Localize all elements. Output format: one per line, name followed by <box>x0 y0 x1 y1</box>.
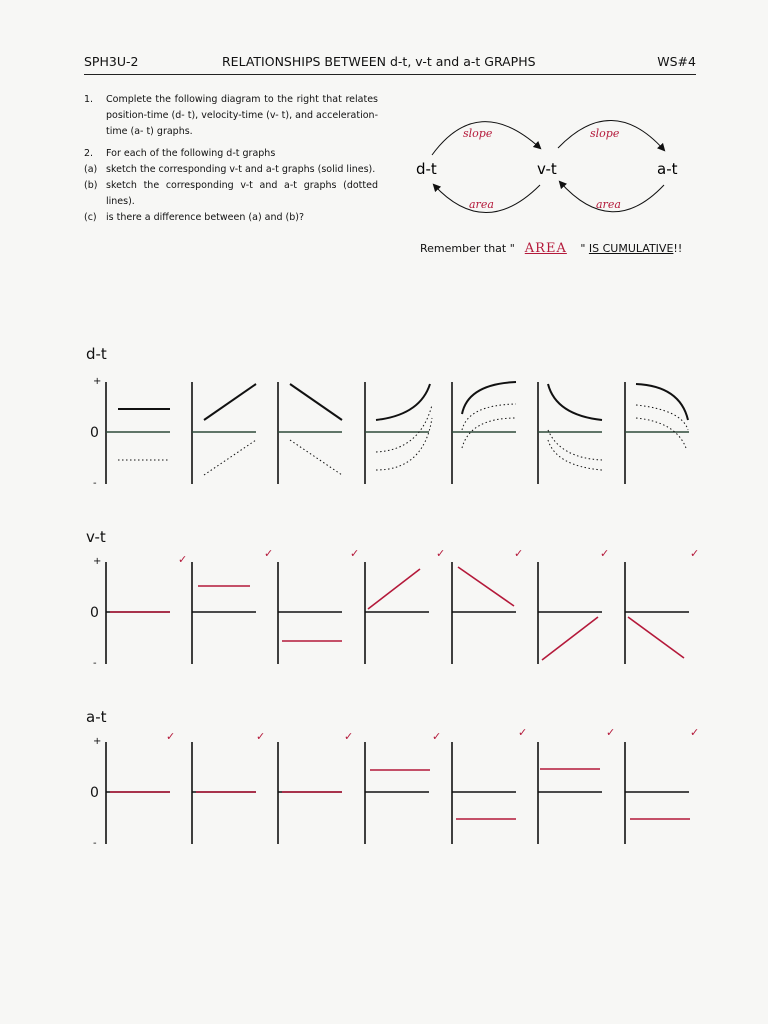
vt-graph-3-check-mark: ✓ <box>350 547 360 560</box>
at-graph-4-check-mark: ✓ <box>432 730 442 743</box>
dt-graph-2-dotted-curve <box>204 440 256 475</box>
vt-plus-label: + <box>93 556 102 567</box>
area-label-1: area <box>469 198 494 211</box>
dt-plus-label: + <box>93 376 102 387</box>
row-label-at: a-t <box>86 708 107 726</box>
vt-graph-5-check-mark: ✓ <box>514 547 524 560</box>
at-graph-3-check-mark: ✓ <box>344 730 354 743</box>
dt-graph-3-dotted-curve <box>290 440 342 475</box>
worksheet-title: RELATIONSHIPS BETWEEN d-t, v-t and a-t GRAPHS <box>222 54 536 69</box>
dt-graph-2-solid-curve <box>204 384 256 420</box>
vt-minus-label: - <box>93 658 97 669</box>
row-label-dt: d-t <box>86 345 107 363</box>
vt-graph-6-check-mark: ✓ <box>600 547 610 560</box>
question-2-number: 2. <box>84 148 94 159</box>
area-label-2: area <box>596 198 621 211</box>
dt-graph-3-solid-curve <box>290 384 342 420</box>
vt-graph-7-check-mark: ✓ <box>690 547 700 560</box>
at-graph-6-check-mark: ✓ <box>606 726 616 739</box>
at-graph-1-check-mark: ✓ <box>166 730 176 743</box>
question-2a-text: sketch the corresponding v-t and a-t graphs (solid lines). <box>106 164 376 175</box>
vt-graph-7-answer-line <box>628 617 684 658</box>
row-label-vt: v-t <box>86 528 106 546</box>
vt-graph-1-check-mark: ✓ <box>178 553 188 566</box>
node-at: a-t <box>657 160 678 178</box>
dt-graph-7-dotted-curve <box>636 405 688 448</box>
slope-label-1: slope <box>463 127 493 140</box>
remember-suffix: " <box>576 242 589 255</box>
at-graph-7-check-mark: ✓ <box>690 726 700 739</box>
at-minus-label: - <box>93 838 97 849</box>
course-code: SPH3U-2 <box>84 54 139 69</box>
question-2b-label: (b) <box>84 180 98 191</box>
vt-graph-5-answer-line <box>458 567 514 606</box>
node-vt: v-t <box>537 160 557 178</box>
question-1-text: Complete the following diagram to the right that relates position-time (d- t), velocity-time (v- t), and acceleration-time (a- t) graphs. <box>106 94 378 137</box>
at-graph-5-check-mark: ✓ <box>518 726 528 739</box>
dt-zero-label: 0 <box>90 425 99 441</box>
question-2a-label: (a) <box>84 164 98 175</box>
question-1-number: 1. <box>84 94 94 105</box>
dt-graph-7-solid-curve <box>636 384 688 420</box>
at-graph-2-check-mark: ✓ <box>256 730 266 743</box>
question-2-text: For each of the following d-t graphs <box>106 148 276 159</box>
dt-graph-4-solid-curve <box>376 384 430 420</box>
node-dt: d-t <box>416 160 437 178</box>
dt-minus-label: - <box>93 478 97 489</box>
vt-graph-2-check-mark: ✓ <box>264 547 274 560</box>
vt-graph-4-check-mark: ✓ <box>436 547 446 560</box>
remember-prefix: Remember that " <box>420 242 515 255</box>
dt-graph-6-dotted-curve <box>548 430 602 470</box>
question-2b-text: sketch the corresponding v-t and a-t graphs (dotted lines). <box>106 180 378 207</box>
at-zero-label: 0 <box>90 785 99 801</box>
slope-label-2: slope <box>590 127 620 140</box>
worksheet-number: WS#4 <box>657 54 696 69</box>
question-2c-text: is there a difference between (a) and (b)? <box>106 212 305 223</box>
dt-graph-4-dotted-curve <box>376 405 432 470</box>
dt-graph-6-solid-curve <box>548 384 602 420</box>
at-plus-label: + <box>93 736 102 747</box>
dt-graph-5-dotted-curve <box>462 404 516 448</box>
remember-emphasis: IS CUMULATIVE <box>588 242 674 255</box>
dt-graph-5-solid-curve <box>462 382 516 414</box>
vt-graph-4-answer-line <box>368 569 420 609</box>
remember-end: !! <box>673 242 683 255</box>
vt-zero-label: 0 <box>90 605 99 621</box>
remember-answer: AREA <box>524 241 567 256</box>
question-2c-label: (c) <box>84 212 97 223</box>
vt-graph-6-answer-line <box>542 617 598 660</box>
